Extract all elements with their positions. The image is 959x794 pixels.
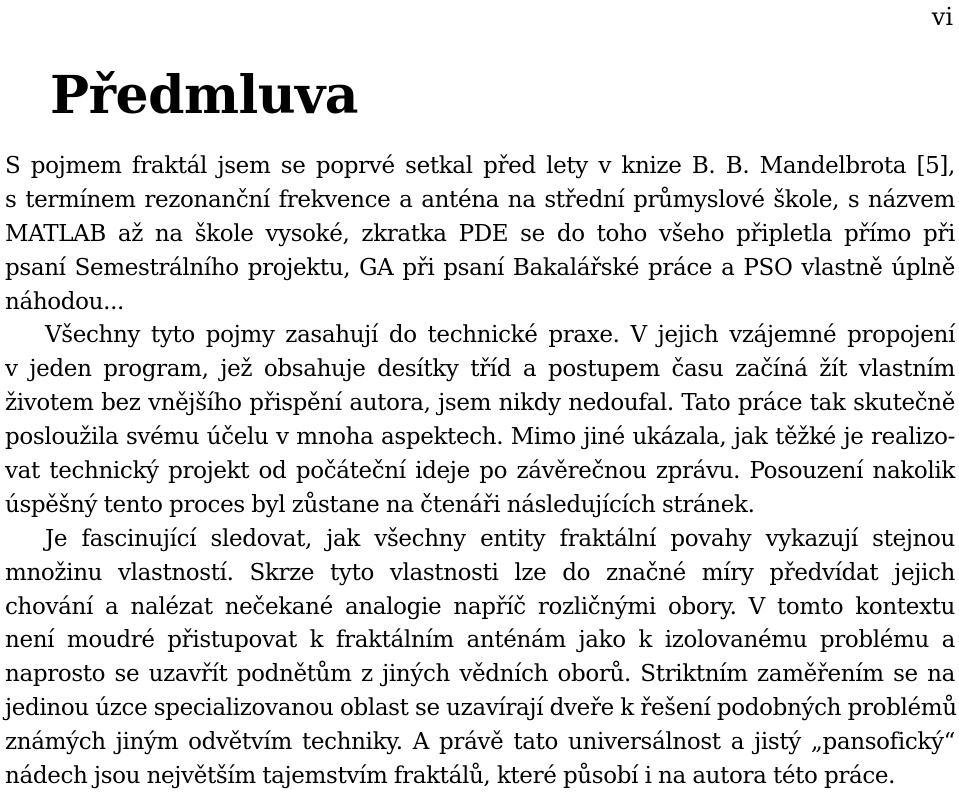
text-line: Je fascinující sledovat, jak všechny entity fraktální povahy vykazují stejnou — [45, 525, 955, 552]
paragraph — [5, 319, 955, 522]
text-line: s termínem rezonanční frekvence a anténa na střední průmyslové škole, s názvem — [5, 186, 955, 213]
chapter-title: Předmluva — [50, 65, 358, 126]
text-line: psaní Semestrálního projektu, GA při psaní Bakalářské práce a PSO vlastně úplně — [5, 254, 955, 281]
text-line: naprosto se uzavřít podnětům z jiných vědních oborů. Striktním zaměřením se na — [5, 661, 955, 688]
text-line: posloužila svému účelu v mnoha aspektech. Mimo jiné ukázala, jak těžké je realizo- — [5, 424, 955, 451]
text-line: nádech jsou největším tajemstvím fraktálů, které působí i na autora této práce. — [5, 763, 896, 790]
text-line: množinu vlastností. Skrze tyto vlastnosti lze do značné míry předvídat jejich — [5, 559, 955, 586]
paragraph — [5, 150, 955, 319]
paragraph — [5, 523, 955, 794]
text-line: není moudré přistupovat k fraktálním anténám jako k izolovanému problému a — [5, 627, 955, 654]
text-line: náhodou... — [5, 288, 125, 315]
text-line: známých jiným odvětvím techniky. A právě tato universálnost a jistý „pansofický“ — [5, 729, 955, 756]
text-line: vat technický projekt od počáteční ideje po závěrečnou zprávu. Posouzení nakolik — [5, 458, 955, 485]
text-line: Všechny tyto pojmy zasahují do technické praxe. V jejich vzájemné propojení — [45, 322, 955, 349]
text-line: chování a nalézat nečekané analogie napříč rozličnými obory. V tomto kontextu — [5, 593, 955, 620]
text-line: jedinou úzce specializovanou oblast se uzavírají dveře k řešení podobných problémů — [5, 695, 957, 722]
text-line: v jeden program, jež obsahuje desítky tříd a postupem času začíná žít vlastním — [5, 356, 955, 383]
text-line: MATLAB až na škole vysoké, zkratka PDE se do toho všeho připletla přímo při — [5, 220, 955, 247]
text-line: S pojmem fraktál jsem se poprvé setkal před lety v knize B. B. Mandelbrota [5], — [5, 153, 955, 179]
text-line: životem bez vnějšího přispění autora, jsem nikdy nedoufal. Tato práce tak skutečně — [5, 390, 955, 417]
body-text — [5, 150, 955, 794]
text-line: úspěšný tento proces byl zůstane na čtenáři následujících stránek. — [5, 491, 755, 518]
page-number: vi — [931, 3, 953, 31]
